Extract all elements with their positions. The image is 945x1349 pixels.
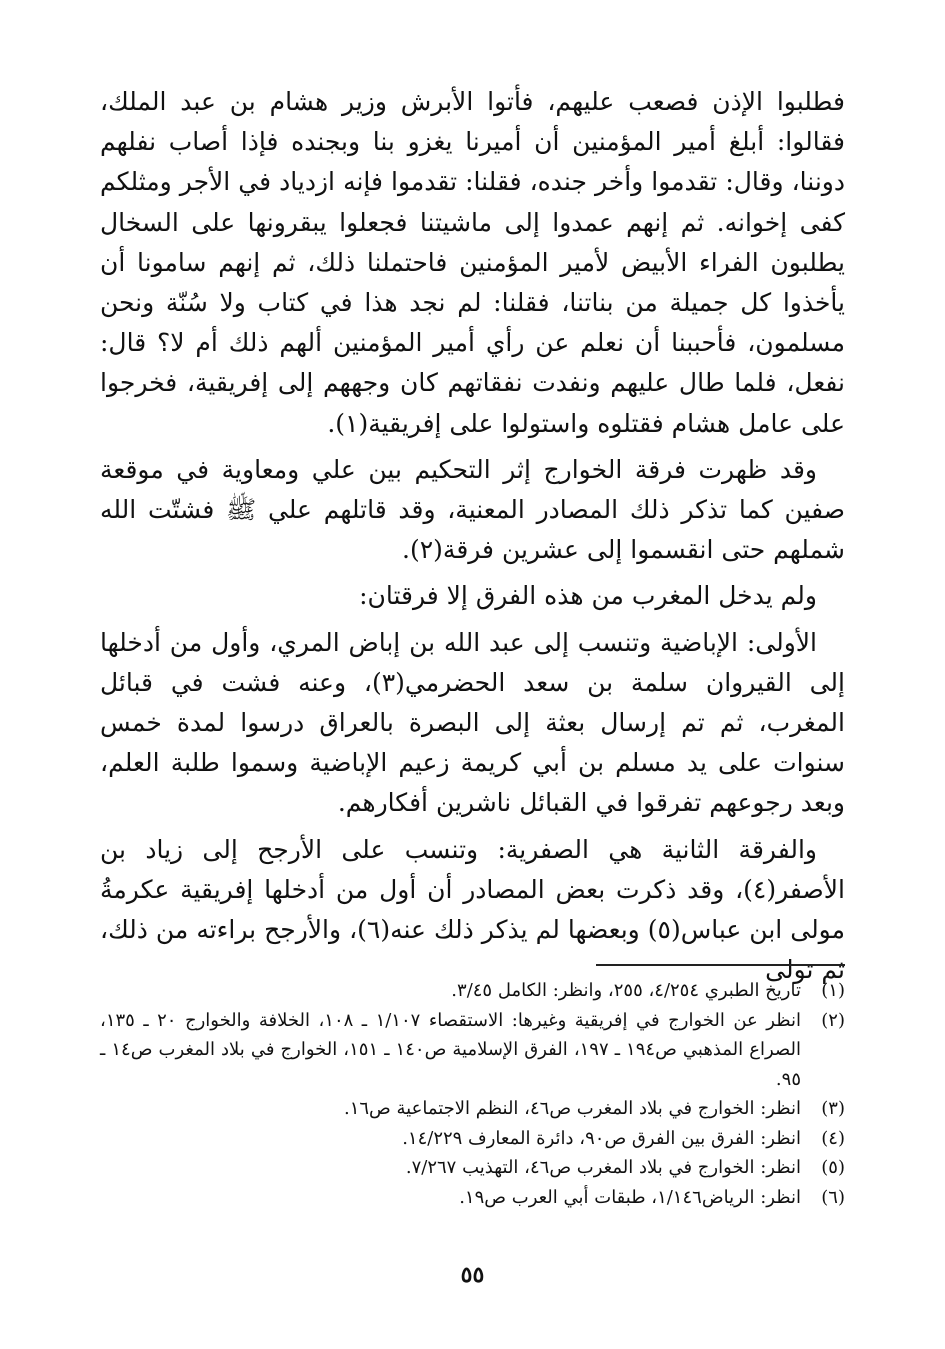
footnote-number: (٢) [821,1009,845,1031]
footnote-4 [100,1124,845,1154]
paragraph-1: فطلبوا الإذن فصعب عليهم، فأتوا الأبرش وزير هشام بن عبد الملك، فقالوا: أبلغ أمير المؤمنين أن أميرنا يغزو بنا وبجنده فإذا أصاب نفلهم دوننا، وقال: تقدموا وأخر جنده، فقلنا: تقدموا فإنه ازدياد في الأجر ومثلكم كفى إخوانه. ثم إنهم عمدوا إلى ماشيتنا فجعلوا يبقرونها على السخال يطلبون الفراء الأبيض لأمير المؤمنين فاحتملنا ذلك، ثم إنهم سامونا أن يأخذوا كل جميلة من بناتنا، فقلنا: لم نجد هذا في كتاب ولا سُنّة ونحن مسلمون، فأحببنا أن نعلم عن رأي أمير المؤمنين ألهم ذلك أم لا؟ قال: نفعل، فلما طال عليهم ونفدت نفقاتهم كان وجههم إلى إفريقية، فخرجوا على عامل هشام فقتلوه واستولوا على إفريقية(١). [100,87,845,438]
paragraph-3: ولم يدخل المغرب من هذه الفرق إلا فرقتان: [359,581,817,611]
main-text [100,82,845,990]
footnote-1 [100,976,845,1006]
footnote-separator [596,964,845,966]
footnote-text: انظر: الفرق بين الفرق ص٩٠، دائرة المعارف ١٤/٢٢٩. [402,1127,801,1149]
footnote-number: (٥) [821,1157,845,1178]
footnote-text: تاريخ الطبري ٤/٢٥٤، ٢٥٥، وانظر: الكامل ٣/٤٥. [451,980,801,1001]
paragraph-4: الأولى: الإباضية وتنسب إلى عبد الله بن إباض المري، وأول من أدخلها إلى القيروان سلمة بن سعد الحضرمي(٣)، وعنه فشت في قبائل المغرب، ثم تم إرسال بعثة إلى البصرة بالعراق درسوا لمدة خمس سنوات على يد مسلم بن أبي كريمة زعيم الإباضية وسموا طلبة العلم، وبعد رجوعهم تفرقوا في القبائل ناشرين أفكارهم. [100,627,846,818]
paragraph-2: وقد ظهرت فرقة الخوارج إثر التحكيم بين علي ومعاوية في موقعة صفين كما تذكر ذلك المصادر المعنية، وقد قاتلهم علي ﷺ فشتّت الله شملهم حتى انقسموا إلى عشرين فرقة(٢). [100,454,845,565]
footnote-text: انظر: الرياض١/١٤٦، طبقات أبي العرب ص١٩. [459,1186,801,1208]
page-number: ٥٥ [460,1262,485,1288]
footnote-number: (٣) [821,1098,845,1119]
paragraph-5: والفرقة الثانية هي الصفرية: وتنسب على الأرجح إلى زياد بن الأصفر(٤)، وقد ذكرت بعض المصادر أن أول من أدخلها إفريقية عكرمةُ مولى ابن عباس(٥) وبعضها لم يذكر ذلك عنه(٦)، والأرجح براءته من ذلك، ثم تولى [100,834,845,985]
footnote-5 [100,1153,845,1183]
footnote-text: انظر عن الخوارج في إفريقية وغيرها: الاستقصاء ١/١٠٧ ـ ١٠٨، الخلافة والخوارج ٢٠ ـ ١٣٥، الصراع المذهبي ص١٩٤ ـ ١٩٧، الفرق الإسلامية ص١٤٠ ـ ١٥١، الخوارج في بلاد المغرب ص١٤ ـ ٩٥. [100,1009,802,1090]
footnote-3 [100,1094,845,1124]
page-body [100,82,845,996]
footnote-2 [100,1006,845,1095]
footnote-text: انظر: الخوارج في بلاد المغرب ص٤٦، النظم الاجتماعية ص١٦. [343,1098,801,1119]
footnote-6 [100,1183,845,1213]
footnote-number: (٦) [821,1186,845,1208]
footnote-number: (٤) [821,1127,845,1149]
footnote-text: انظر: الخوارج في بلاد المغرب ص٤٦، التهذيب ٧/٢٦٧. [405,1157,801,1178]
footnote-number: (١) [821,980,845,1001]
footnotes [100,976,845,1212]
